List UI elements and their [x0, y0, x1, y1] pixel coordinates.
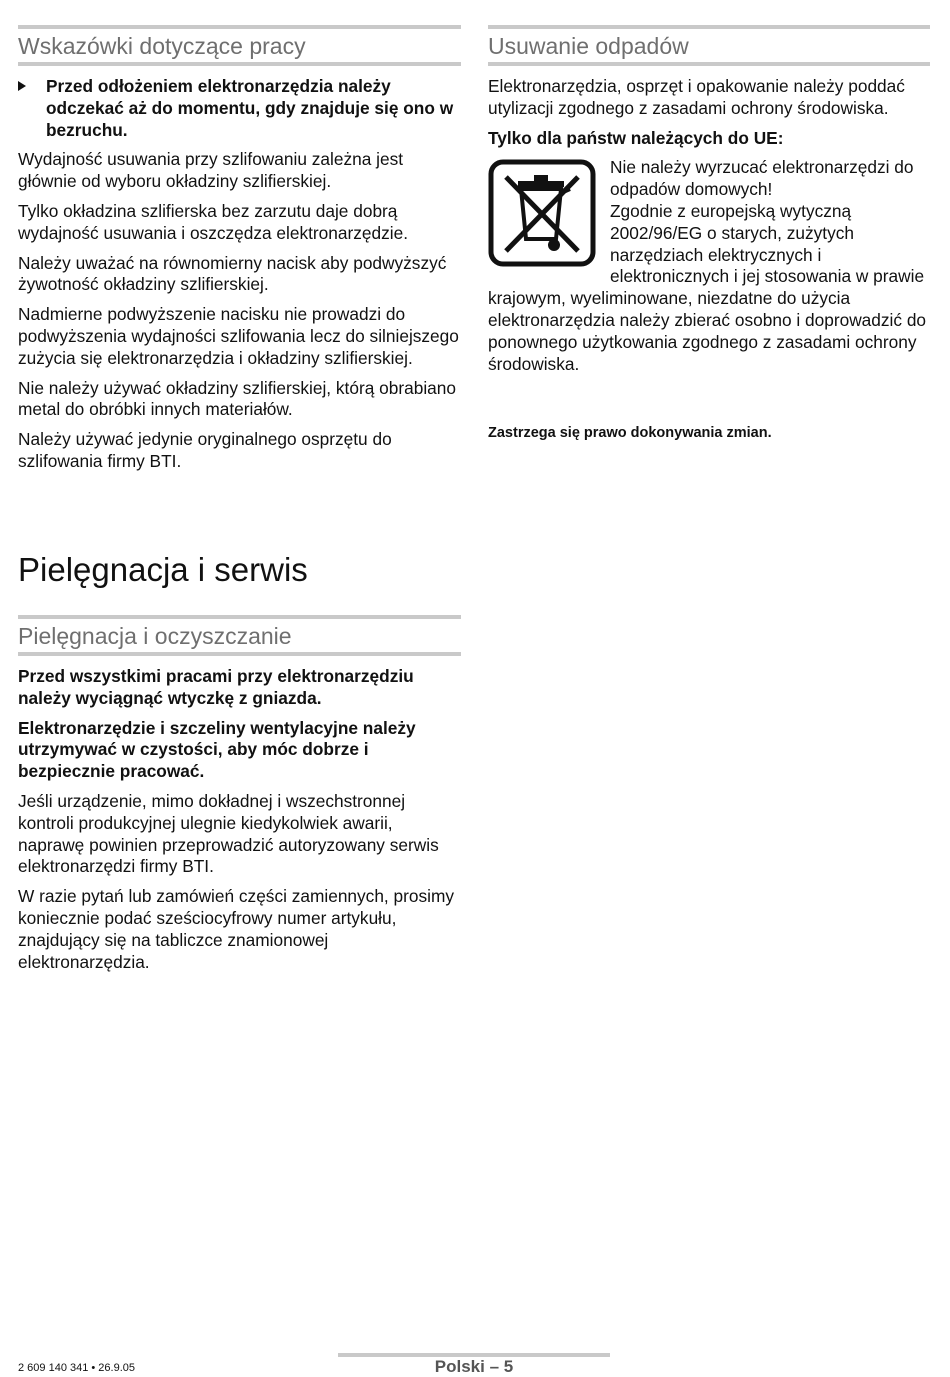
section-title-maintenance: Pielęgnacja i oczyszczanie [18, 623, 292, 649]
section-header-maintenance [18, 615, 461, 656]
section-header-disposal [488, 25, 930, 66]
crossed-out-wheelie-bin-icon [488, 159, 596, 267]
paragraph: W razie pytań lub zamówień części zamiennych, prosimy koniecznie podać sześciocyfrowy numer artykułu, znajdujący się na tabliczce znamionowej elektronarzędzia. [18, 886, 455, 972]
warning-bullet [18, 76, 461, 141]
paragraph: Należy uważać na równomierny nacisk aby podwyższyć żywotność okładziny szlifierskiej. [18, 252, 447, 295]
bold-paragraph: Elektronarzędzie i szczeliny wentylacyjne należy utrzymywać w czystości, aby móc dobrze i bezpiecznie pracować. [18, 717, 416, 782]
paragraph: Nie należy używać okładziny szlifierskiej, którą obrabiano metal do obróbki innych materiałów. [18, 377, 456, 420]
section-header-work-instructions [18, 25, 461, 66]
page-label: Polski – 5 [434, 1357, 514, 1376]
disposal-intro: Elektronarzędzia, osprzęt i opakowanie należy poddać utylizacji zgodnego z zasadami ochrony środowiska. [488, 76, 905, 118]
section-title-work-instructions: Wskazówki dotyczące pracy [18, 33, 306, 59]
chapter-title: Pielęgnacja i serwis [18, 551, 308, 588]
paragraph: Wydajność usuwania przy szlifowaniu zależna jest głównie od wyboru okładziny szlifierskiej. [18, 149, 404, 192]
weee-block [488, 157, 930, 383]
weee-directive-text: Zgodnie z europejską wytyczną 2002/96/EG o starych, zużytych narzędziach elektrycznych i elektronicznych i jej stosowania w prawie krajowym, wyeliminowane, niezdatne do użycia elektronarzędzia należy zbierać osobno i doprowadzić do ponownego użytkowania zgodnego z zasadami ochrony środowiska. [488, 200, 927, 374]
paragraph: Tylko okładzina szlifierska bez zarzutu daje dobrą wydajność usuwania i oszczędza elektronarzędzie. [18, 200, 408, 243]
right-column [488, 25, 930, 453]
warning-bullet-text: Przed odłożeniem elektronarzędzia należy odczekać aż do momentu, gdy znajduje się ono w bezruchu. [46, 76, 454, 140]
left-column [18, 25, 461, 481]
bold-paragraph: Przed wszystkimi pracami przy elektronarzędziu należy wyciągnąć wtyczkę z gniazda. [18, 666, 414, 708]
paragraph: Należy używać jedynie oryginalnego osprzętu do szlifowania firmy BTI. [18, 429, 392, 471]
eu-heading: Tylko dla państw należących do UE: [488, 127, 784, 148]
paragraph: Nadmierne podwyższenie nacisku nie prowadzi do podwyższenia wydajności szlifowania lecz do silniejszego zużycia się elektronarzędzia i okładziny szlifierskiej. [18, 304, 459, 368]
paragraph: Jeśli urządzenie, mimo dokładnej i wszechstronnej kontroli produkcyjnej ulegnie kiedykolwiek awarii, naprawę powinien przeprowadzić autoryzowany serwis elektronarzędzi firmy BTI. [18, 790, 439, 877]
left-column-maintenance [18, 615, 461, 981]
triangle-bullet-icon [18, 81, 26, 91]
document-code: 2 609 140 341 • 26.9.05 [18, 1362, 136, 1374]
section-title-disposal: Usuwanie odpadów [488, 33, 689, 59]
rights-note: Zastrzega się prawo dokonywania zmian. [488, 425, 772, 442]
weee-text: Nie należy wyrzucać elektronarzędzi do odpadów domowych! [610, 157, 914, 200]
